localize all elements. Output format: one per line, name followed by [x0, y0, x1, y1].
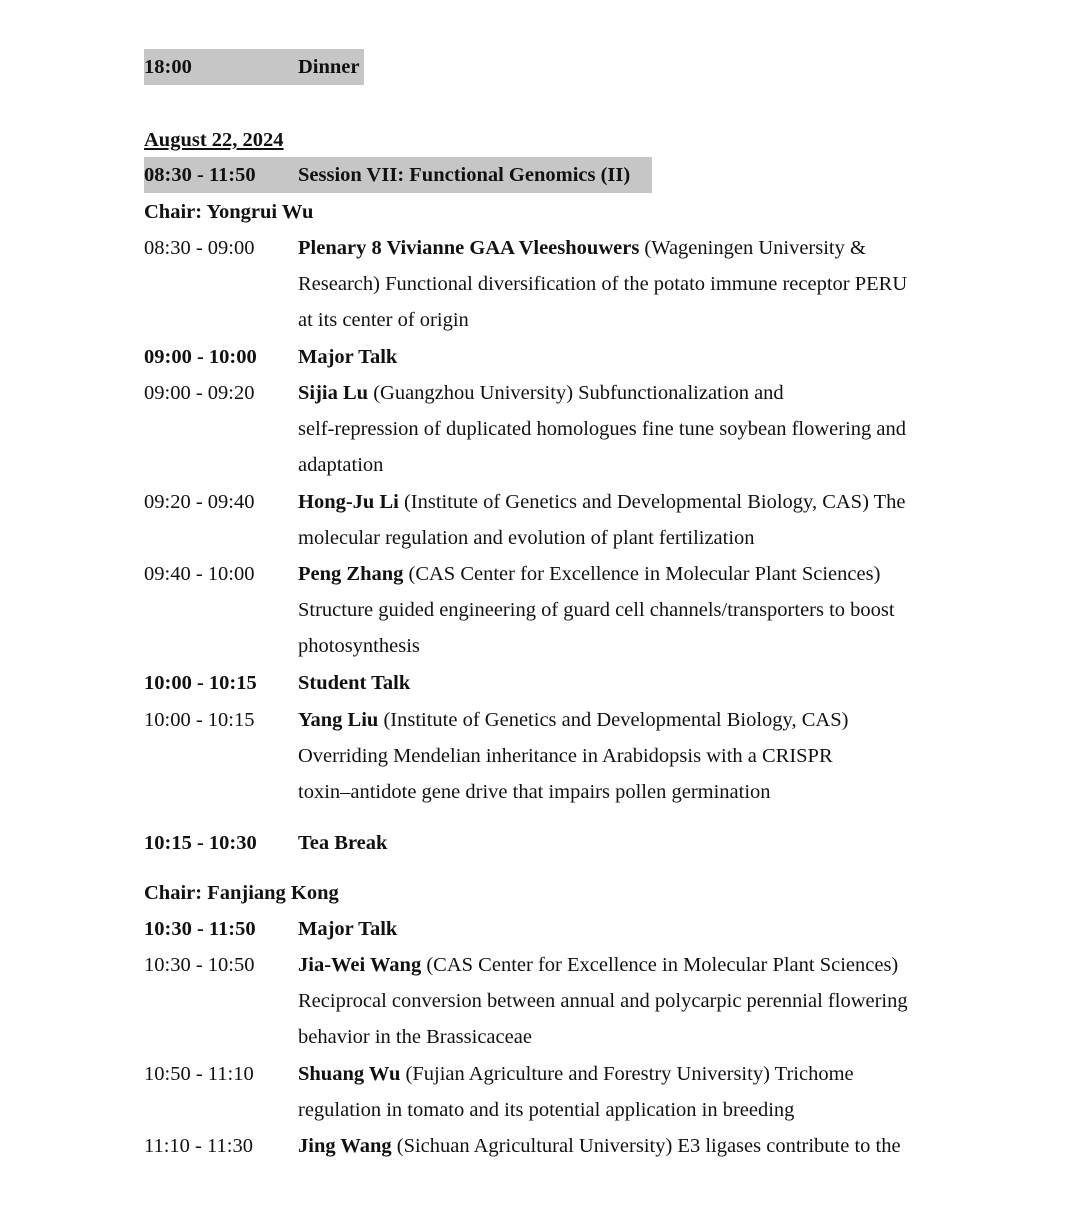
- session-row: [144, 157, 652, 193]
- li-line2: molecular regulation and evolution of plant fertilization: [298, 527, 755, 549]
- wang-j-time: 11:10 - 11:30: [144, 1135, 253, 1157]
- wang-jw-time: 10:30 - 10:50: [144, 954, 255, 976]
- wang-jw-line2: Reciprocal conversion between annual and polycarpic perennial flowering: [298, 990, 908, 1012]
- major1-label: Major Talk: [298, 346, 398, 368]
- zhang-speaker: Peng Zhang: [298, 563, 404, 585]
- wang-j-speaker: Jing Wang: [298, 1135, 392, 1157]
- chair-fanjiang-kong: Chair: Fanjiang Kong: [144, 882, 339, 904]
- lu-line1: [298, 375, 958, 411]
- wang-j-affil: (Sichuan Agricultural University) E3 ligases contribute to the: [391, 1135, 901, 1157]
- wu-time: 10:50 - 11:10: [144, 1063, 254, 1085]
- zhang-affil: (CAS Center for Excellence in Molecular Plant Sciences): [403, 563, 881, 585]
- dinner-label: Dinner: [298, 56, 360, 78]
- li-line1: [298, 484, 958, 520]
- plenary-line3: at its center of origin: [298, 309, 469, 331]
- session-time: 08:30 - 11:50: [144, 164, 256, 186]
- plenary-affil: (Wageningen University &: [639, 237, 866, 259]
- zhang-line1: [298, 556, 958, 592]
- plenary-speaker: Plenary 8 Vivianne GAA Vleeshouwers: [298, 237, 640, 259]
- zhang-time: 09:40 - 10:00: [144, 563, 255, 585]
- wu-speaker: Shuang Wu: [298, 1063, 401, 1085]
- wu-line1: [298, 1056, 958, 1092]
- student-time: 10:00 - 10:15: [144, 672, 257, 694]
- major1-time: 09:00 - 10:00: [144, 346, 257, 368]
- plenary-line1: [298, 230, 958, 266]
- plenary-line2: Research) Functional diversification of the potato immune receptor PERU: [298, 273, 908, 295]
- liu-time: 10:00 - 10:15: [144, 709, 255, 731]
- tea-label: Tea Break: [298, 832, 388, 854]
- lu-line2: self-repression of duplicated homologues fine tune soybean flowering and: [298, 418, 906, 440]
- student-label: Student Talk: [298, 672, 411, 694]
- wang-jw-line3: behavior in the Brassicaceae: [298, 1026, 532, 1048]
- chair-yongrui-wu: Chair: Yongrui Wu: [144, 201, 314, 223]
- wu-affil: (Fujian Agriculture and Forestry University) Trichome: [400, 1063, 854, 1085]
- lu-time: 09:00 - 09:20: [144, 382, 255, 404]
- li-affil: (Institute of Genetics and Developmental Biology, CAS) The: [398, 491, 906, 513]
- wang-jw-speaker: Jia-Wei Wang: [298, 954, 422, 976]
- day-date: August 22, 2024: [144, 129, 284, 151]
- liu-line1: [298, 702, 958, 738]
- liu-line3: toxin–antidote gene drive that impairs pollen germination: [298, 781, 771, 803]
- lu-line3: adaptation: [298, 454, 384, 476]
- major2-label: Major Talk: [298, 918, 398, 940]
- liu-speaker: Yang Liu: [298, 709, 379, 731]
- liu-affil: (Institute of Genetics and Developmental Biology, CAS): [378, 709, 849, 731]
- li-speaker: Hong-Ju Li: [298, 491, 399, 513]
- zhang-line3: photosynthesis: [298, 635, 420, 657]
- wang-jw-affil: (CAS Center for Excellence in Molecular Plant Sciences): [421, 954, 899, 976]
- zhang-line2: Structure guided engineering of guard cell channels/transporters to boost: [298, 599, 895, 621]
- wang-j-line1: [298, 1128, 958, 1164]
- lu-affil: (Guangzhou University) Subfunctionalization and: [368, 382, 784, 404]
- tea-time: 10:15 - 10:30: [144, 832, 257, 854]
- lu-speaker: Sijia Lu: [298, 382, 369, 404]
- dinner-time: 18:00: [144, 56, 192, 78]
- dinner-row: [144, 49, 364, 85]
- wu-line2: regulation in tomato and its potential application in breeding: [298, 1099, 795, 1121]
- session-title: Session VII: Functional Genomics (II): [298, 164, 631, 186]
- wang-jw-line1: [298, 947, 958, 983]
- major2-time: 10:30 - 11:50: [144, 918, 256, 940]
- plenary-time: 08:30 - 09:00: [144, 237, 255, 259]
- li-time: 09:20 - 09:40: [144, 491, 255, 513]
- liu-line2: Overriding Mendelian inheritance in Arabidopsis with a CRISPR: [298, 745, 833, 767]
